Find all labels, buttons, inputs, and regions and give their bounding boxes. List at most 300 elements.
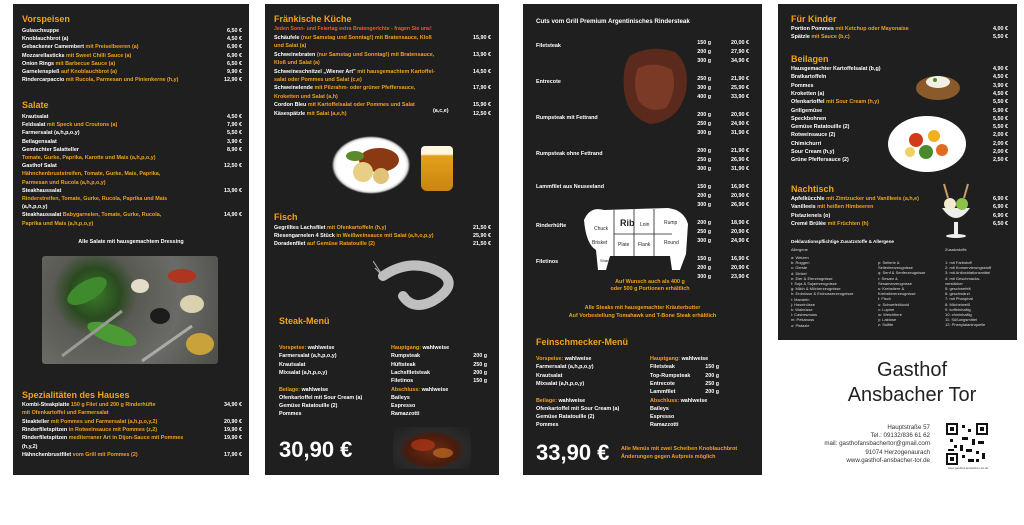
item-name: Schweinelende [274, 85, 315, 92]
menu-text: Vorspeise: [279, 345, 308, 351]
allergen-entry: g: Milch & Milcherzeugnisse [791, 286, 841, 292]
allergen-entry: 3: mit Antioxidationsmittel [945, 270, 991, 276]
item-description: Kloß und Salat (a) [274, 60, 320, 67]
panel-starters [13, 4, 249, 475]
allergen-entry: 9: koffeinhaltig [945, 306, 971, 312]
fraenkische-kueche-title: Fränkische Küche [274, 14, 352, 24]
item-name: Pommes [791, 82, 814, 89]
menu-text: wahlweise [680, 397, 708, 404]
allergen-entry: b: Roggen [791, 260, 810, 266]
allergen-entry: z: Sulfite [878, 322, 894, 328]
item-description: mit hausgemachtem Kartoffel- [357, 68, 435, 75]
menu-text: Baileys [391, 394, 410, 401]
cow-label: Rump [664, 220, 678, 226]
cow-label: Loin [640, 222, 650, 228]
menu-text: Ramazzotti [391, 411, 420, 418]
item-name: Grillgemüse [791, 107, 823, 114]
beef-cuts-diagram [580, 200, 692, 272]
menu-text: wahlweise [681, 356, 709, 362]
menu-item [22, 435, 183, 442]
item-price: 4,00 € [993, 26, 1008, 32]
allergen-entry: 6: geschwärzt [945, 291, 970, 297]
menu-weight: 200 g [705, 372, 719, 379]
allergen-entry: 10: chininhaltig [945, 312, 972, 317]
item-name: Grüne Pfeffersauce (2) [791, 157, 849, 164]
menu-text: Hauptgang: [391, 345, 423, 351]
item-name: Steakhaussalat [22, 212, 63, 219]
item-price: 6,90 € [993, 212, 1008, 219]
fk-note: Jeden Sonn- und Feiertag extra Bratengerichte - fragen Sie uns! [274, 26, 432, 32]
menu-text: Gemüse Ratatouille (2) [536, 414, 595, 421]
cut-weight: 250 g [697, 157, 711, 163]
address-line: Tel.: 09132/836 61 62 [870, 432, 930, 440]
allergen-entry: a: Weizen [791, 255, 809, 260]
menu-item [22, 221, 93, 228]
cut-price: 23,90 € [731, 274, 749, 280]
menu-item [791, 34, 850, 41]
item-price: 6,90 € [993, 204, 1008, 211]
menu-line [279, 411, 301, 418]
item-name: Gasthof Salat [22, 163, 57, 170]
cut-price: 26,90 € [731, 202, 749, 208]
item-price: 3,90 € [227, 138, 242, 145]
item-price: 14,90 € [224, 212, 242, 219]
menu-item [791, 204, 873, 211]
allergen-entry: h: Erdnüsse & Erdnusserzeugnisse [791, 291, 854, 297]
allergen-entry: Krebstiererzeugnisse [878, 291, 916, 297]
item-price: 15,90 € [473, 35, 491, 41]
allergen-entry: t: Fisch [878, 296, 891, 302]
menu-text: Espresso [391, 403, 416, 410]
item-name: Gegrilltes Lachsfilet [274, 225, 328, 231]
item-price: 13,90 € [473, 51, 491, 58]
cut-weight: 300 g [697, 130, 711, 136]
item-name: Chimichurri [791, 140, 822, 147]
allergen-entry: i: Mandeln [791, 296, 810, 302]
item-price: 34,90 € [224, 402, 242, 408]
item-name: Gemüse Ratatouille (2) [791, 124, 850, 131]
menu-item [791, 157, 849, 164]
item-description: mit Kartoffelsalat oder Pommes und Salat [307, 102, 415, 109]
menu-text: wahlweise [422, 345, 450, 351]
item-price: 19,90 € [224, 435, 242, 442]
menu-item [22, 139, 57, 146]
request-note-1: Auf Wunsch auch als 400 g [615, 279, 685, 285]
cut-name: Lammfilet aus Neuseeland [536, 184, 605, 190]
cut-price: 24,90 € [731, 238, 749, 244]
item-name: Spätzle [791, 34, 812, 41]
item-description: Rinderstreifen, Tomate, Gurke, Rucola, Paprika und Mais [22, 196, 168, 202]
menu-item [791, 116, 826, 123]
menu-line [391, 353, 420, 360]
cow-label: Rib [620, 218, 635, 228]
menu-line [536, 356, 591, 363]
item-price: 6,90 € [227, 44, 242, 51]
cut-weight: 250 g [697, 76, 711, 82]
menu-text: Entrecote [650, 380, 675, 387]
item-price: 7,90 € [227, 122, 242, 129]
steak-menu-title: Steak-Menü [279, 316, 330, 326]
item-price: 5,50 € [993, 99, 1008, 106]
menu-text: Krautsalat [279, 361, 306, 368]
allergen-entry: e: Eier & Eierzeugnisse [791, 275, 833, 281]
cut-weight: 200 g [697, 265, 711, 271]
item-description: mit Ofenkartoffeln (h,y) [327, 225, 387, 231]
roast-plate-photo [329, 134, 413, 196]
allergen-entry: l: Cashewnuss [791, 312, 818, 318]
menu-item [791, 124, 849, 131]
menu-text: Mixsalat (a,h,p,o,y) [279, 369, 328, 376]
menu-text: Abschluss: [391, 386, 422, 393]
allergen-entry: w: Weichtiere [878, 312, 902, 317]
item-name: Garnelenspieß [22, 69, 61, 75]
item-name: Hähnchenbrustfilet [22, 451, 73, 458]
fm-menu-price: 33,90 € [536, 440, 610, 465]
item-description: mit Sauce (b,c) [811, 34, 850, 41]
panel-main-dishes [265, 4, 499, 475]
allergen-title: Deklarationspflichtige Zusatzstoffe & Allergene [791, 239, 894, 244]
vegetables-illustration [886, 114, 968, 174]
item-description: mit Salat (a,e,h) [306, 110, 347, 117]
item-name: Apfelkücchle [791, 196, 827, 202]
menu-line [650, 389, 675, 396]
menu-text: Vorspeise: [536, 356, 565, 362]
cut-price: 20,90 € [731, 112, 749, 118]
item-price: 12,90 € [224, 77, 242, 84]
address-line[interactable]: mail: gasthofansbachertor@gmail.com [824, 440, 930, 448]
menu-text: Ramazzotti [650, 422, 679, 429]
menu-line [391, 395, 410, 402]
item-price: 4,50 € [993, 74, 1008, 81]
menu-weight: 200 g [473, 369, 487, 376]
item-description: salat oder Pommes und Salat (c,e) [274, 77, 362, 83]
menu-item [791, 149, 834, 156]
address-line[interactable]: www.gasthof-ansbacher-tor.de [846, 456, 930, 464]
item-description: Paprika und Mais (a,h,p,o,y) [22, 220, 94, 227]
menu-line [650, 422, 678, 429]
item-price: 8,90 € [227, 146, 242, 153]
menu-line [391, 362, 416, 369]
allergen-entry: verstärker [945, 280, 963, 286]
cow-label: Shank [600, 258, 612, 263]
steak-menu-price: 30,90 € [279, 437, 353, 462]
item-price: 17,90 € [473, 85, 491, 92]
item-name: Schweinebraten [274, 51, 317, 58]
item-description: in Weißweinsauce mit Salat (a,h,o,p,y) [336, 233, 434, 240]
item-name: Pistazieneis (o) [791, 212, 831, 219]
menu-text: Espresso [650, 414, 675, 421]
spices-photo [42, 256, 218, 364]
item-description: mit Pilzrahm- oder grüner Pfeffersauce, [314, 85, 416, 92]
item-name: Kroketten (a) [791, 90, 825, 97]
menu-item [22, 196, 167, 203]
item-price: 6,50 € [993, 220, 1008, 227]
cut-name: Rumpsteak ohne Fettrand [536, 151, 603, 157]
cut-price: 33,90 € [731, 94, 749, 100]
allergen-entry: f: Soja & Sojaerzeugnisse [791, 281, 837, 286]
item-price: 4,50 € [227, 114, 242, 120]
cut-weight: 200 g [697, 49, 711, 55]
menu-weight: 250 g [473, 361, 487, 368]
cow-label: Flank [638, 242, 651, 248]
item-name: (h,y,2) [22, 443, 38, 450]
steak-illustration [393, 427, 471, 469]
menu-item [274, 85, 415, 92]
menu-text: Farmersalat (a,h,p,o,y) [279, 353, 337, 360]
cut-name: Entrecote [536, 79, 561, 85]
cut-weight: 150 g [697, 256, 711, 262]
allergen-entry: r: Sesam & [878, 275, 898, 281]
item-name: Mozzarellasticks [22, 52, 67, 59]
baked-potato-illustration [913, 64, 963, 102]
cut-name: Rinderhüfte [536, 223, 567, 229]
menu-item [22, 155, 156, 162]
menu-item [791, 213, 830, 220]
cut-price: 31,90 € [731, 130, 749, 136]
allergene-head: Allergene [791, 247, 808, 252]
cow-label: Chuck [594, 226, 609, 232]
item-description: mit Ketchup oder Mayonaise [835, 26, 909, 32]
menu-item [274, 60, 320, 67]
menu-item [22, 171, 160, 178]
menu-text: Abschluss: [650, 397, 681, 404]
item-name: Rinderfiletspitzen [22, 426, 69, 433]
dressing-note: Alle Salate mit hausgemachtem Dressing [78, 239, 184, 245]
item-description: mit Ofenkartoffel und Farmersalat [22, 410, 109, 417]
sundae-illustration [936, 182, 976, 240]
allergen-entry: 1: mit Farbstoff [945, 260, 972, 265]
menu-item [22, 427, 157, 434]
allergen-entry: 2: mit Konservierungsstoff [945, 265, 992, 271]
menu-item [274, 241, 375, 248]
allergen-entry: c: Gerste [791, 265, 808, 271]
item-description: vom Grill mit Pommes (2) [72, 451, 138, 458]
cordon-allergen: (a,c,e) [433, 108, 449, 114]
menu-item [274, 225, 386, 232]
item-name: Rinderfiletspitzen [22, 435, 69, 442]
item-price: 6,90 € [993, 196, 1008, 202]
cut-weight: 200 g [697, 220, 711, 226]
item-description: Babygarnelen, Tomate, Gurke, Rucola, [62, 212, 162, 219]
menu-line [536, 364, 594, 371]
menu-line [536, 406, 619, 413]
item-description: Parmesan und Rucola (a,h,p,o,y) [22, 179, 106, 186]
menu-item [791, 91, 824, 98]
item-price: 2,00 € [993, 132, 1008, 139]
cut-price: 20,90 € [731, 193, 749, 199]
menu-text: Farmersalat (a,h,p,o,y) [536, 364, 594, 371]
item-description: Tomate, Gurke, Paprika, Karotte und Mais (a,h,p,o,y) [22, 155, 156, 161]
item-name: Rotweinsauce (2) [791, 132, 836, 139]
item-name: Gemischter Salatteller [22, 146, 79, 153]
menu-item [791, 141, 821, 148]
menu-item [274, 43, 306, 50]
menu-line [279, 370, 327, 377]
menu-item [22, 444, 37, 451]
cut-price: 18,90 € [731, 220, 749, 226]
item-price: 4,50 € [227, 36, 242, 43]
cut-price: 24,90 € [731, 121, 749, 127]
allergen-entry: p: Sellerie & [878, 260, 900, 265]
item-name: Gulaschsuppe [22, 28, 60, 34]
item-price: 25,90 € [473, 233, 491, 240]
item-name: Sour Cream (h,y) [791, 149, 835, 155]
qr-code[interactable] [946, 423, 988, 465]
butter-note-2: Auf Vorbestellung Tomahawk und T-Bone Steak erhältlich [568, 313, 717, 319]
item-description: (nur Samstag und Sonntag!) mit Bratensauce, Kloß [300, 35, 432, 41]
menu-text: Filetinos [391, 378, 414, 385]
menu-item [22, 61, 115, 68]
cut-price: 25,90 € [731, 85, 749, 91]
item-price: 5,90 € [993, 107, 1008, 114]
menu-item [22, 410, 109, 417]
item-price: 2,00 € [993, 149, 1008, 155]
qr-caption: www.gasthof-ansbacher-tor.de [947, 466, 989, 470]
menu-item [22, 53, 131, 60]
address-line: Hauptstraße 57 [887, 424, 930, 431]
item-description: auf Knoblauchbrot (a) [60, 69, 117, 75]
item-name: Hausgemachter Kartoffelsalat (b,g) [791, 66, 881, 72]
menu-line [536, 414, 594, 421]
menu-item [22, 77, 178, 84]
cut-price: 21,90 € [731, 76, 749, 82]
menu-line [391, 387, 448, 394]
item-price: 12,50 € [473, 110, 491, 117]
allergen-entry: 8: Milcheiweiß [945, 301, 971, 307]
allergen-entry: q: Senf & Senferzeugnisse [878, 270, 926, 276]
menu-item [274, 52, 434, 59]
item-name: Cremé Brülée [791, 220, 828, 227]
salate-title: Salate [22, 100, 49, 110]
cut-weight: 300 g [697, 58, 711, 64]
menu-text: Lachsfiletsteak [391, 369, 430, 376]
cut-price: 21,90 € [731, 148, 749, 154]
item-price: 4,50 € [993, 90, 1008, 97]
menu-line [391, 378, 413, 385]
item-price: 6,50 € [227, 28, 242, 34]
gasthof-name-2: Ansbacher Tor [847, 384, 977, 406]
menu-text: Mixsalat (a,h,p,o,y) [536, 380, 585, 387]
cut-weight: 250 g [697, 229, 711, 235]
menu-line [650, 406, 669, 413]
roast-illustration [329, 134, 413, 196]
cow-label: Brisket [592, 240, 608, 246]
menu-item [791, 132, 835, 139]
item-name: Portion Pommes [791, 26, 836, 32]
spezialitaeten-title: Spezialitäten des Hauses [22, 390, 130, 400]
menu-item [22, 147, 79, 154]
cut-price: 16,90 € [731, 256, 749, 262]
cut-price: 20,00 € [731, 40, 749, 46]
cut-weight: 300 g [697, 202, 711, 208]
item-price: 14,50 € [473, 68, 491, 75]
item-name: Bratkartoffeln [791, 74, 827, 81]
menu-text: wahlweise [301, 386, 329, 393]
menu-item [22, 204, 47, 211]
vorspeisen-title: Vorspeisen [22, 14, 70, 24]
allergen-entry: 7: mit Phosphat [945, 296, 973, 302]
cut-weight: 300 g [697, 85, 711, 91]
sundae-photo [936, 182, 976, 240]
spices-illustration [42, 256, 218, 364]
allergen-entry: 4: mit Geschmacks- [945, 275, 981, 281]
vegetables-plate-photo [886, 114, 968, 174]
menu-text: wahlweise [558, 397, 586, 404]
menu-item [274, 69, 435, 76]
menu-item [791, 74, 826, 81]
item-price: 20,90 € [224, 418, 242, 425]
menu-text: wahlweise [421, 386, 449, 393]
item-description: (nur Samstag und Sonntag!) mit Bratensauce, [316, 51, 435, 58]
menu-item [274, 102, 415, 109]
item-price: 5,50 € [993, 115, 1008, 122]
item-description: mediterraner Art in Dijon-Sauce mit Pommes [68, 435, 184, 442]
menu-line [279, 403, 337, 410]
cut-name: Filetinos [536, 259, 559, 265]
allergen-entry: d: Dinkel [791, 270, 807, 276]
item-description: mit Sweet Chilli Sauce (a) [66, 52, 132, 59]
item-price: 19,90 € [224, 426, 242, 433]
item-price: 4,90 € [993, 66, 1008, 72]
menu-weight: 150 g [473, 378, 487, 385]
menu-item [274, 233, 434, 240]
allergen-entry: u: Schwefeldioxid [878, 301, 910, 307]
menu-item [274, 77, 362, 84]
menu-item [22, 122, 117, 129]
cut-weight: 250 g [697, 121, 711, 127]
menu-text: Beilage: [536, 397, 559, 404]
cow-label: Round [664, 240, 679, 246]
menu-text: Hauptgang: [650, 356, 682, 362]
item-description: mit Früchten (h) [827, 220, 869, 227]
item-name: Riesengarnelen 4 Stück [274, 233, 337, 240]
cow-label: Plate [618, 242, 630, 248]
menu-weight: 200 g [473, 353, 487, 360]
menu-item [22, 419, 157, 426]
panel-grill [523, 4, 762, 475]
menu-text: Ofenkartoffel mit Sour Cream (a) [536, 405, 620, 412]
item-description: mit Pommes und Farmersalat (a,h,p,o,y,2) [50, 418, 158, 425]
item-name: Steakteller [22, 418, 51, 425]
item-price: 15,90 € [473, 102, 491, 109]
cut-price: 31,90 € [731, 166, 749, 172]
menu-item [274, 35, 432, 42]
menu-text: Filetsteak [650, 364, 675, 371]
cut-price: 34,90 € [731, 58, 749, 64]
cut-weight: 300 g [697, 238, 711, 244]
item-price: 5,50 € [993, 34, 1008, 41]
item-price: 6,90 € [227, 52, 242, 59]
item-description: und Salat (a) [274, 43, 307, 50]
item-name: Krautsalat [22, 114, 49, 120]
panel-sides [778, 4, 1017, 340]
item-price: 5,50 € [227, 130, 242, 137]
menu-text: Pommes [279, 411, 302, 418]
shrimp-photo [373, 256, 463, 311]
cut-price: 20,90 € [731, 265, 749, 271]
item-description: in Rotweinsauce mit Pommes (z,2) [68, 426, 158, 433]
feinschmecker-title: Feinschmecker-Menü [536, 337, 629, 347]
allergen-entry: y: Laktose [878, 317, 897, 323]
cut-price: 26,90 € [731, 157, 749, 163]
menu-line [279, 362, 305, 369]
cut-name: Rumpsteak mit Fettrand [536, 115, 598, 121]
item-name: (a,h,p,o,y) [22, 204, 48, 211]
menu-line [650, 373, 690, 380]
item-price: 6,50 € [227, 60, 242, 67]
item-name: Steakhaussalat [22, 187, 62, 194]
qr-code-graphic [946, 423, 988, 465]
